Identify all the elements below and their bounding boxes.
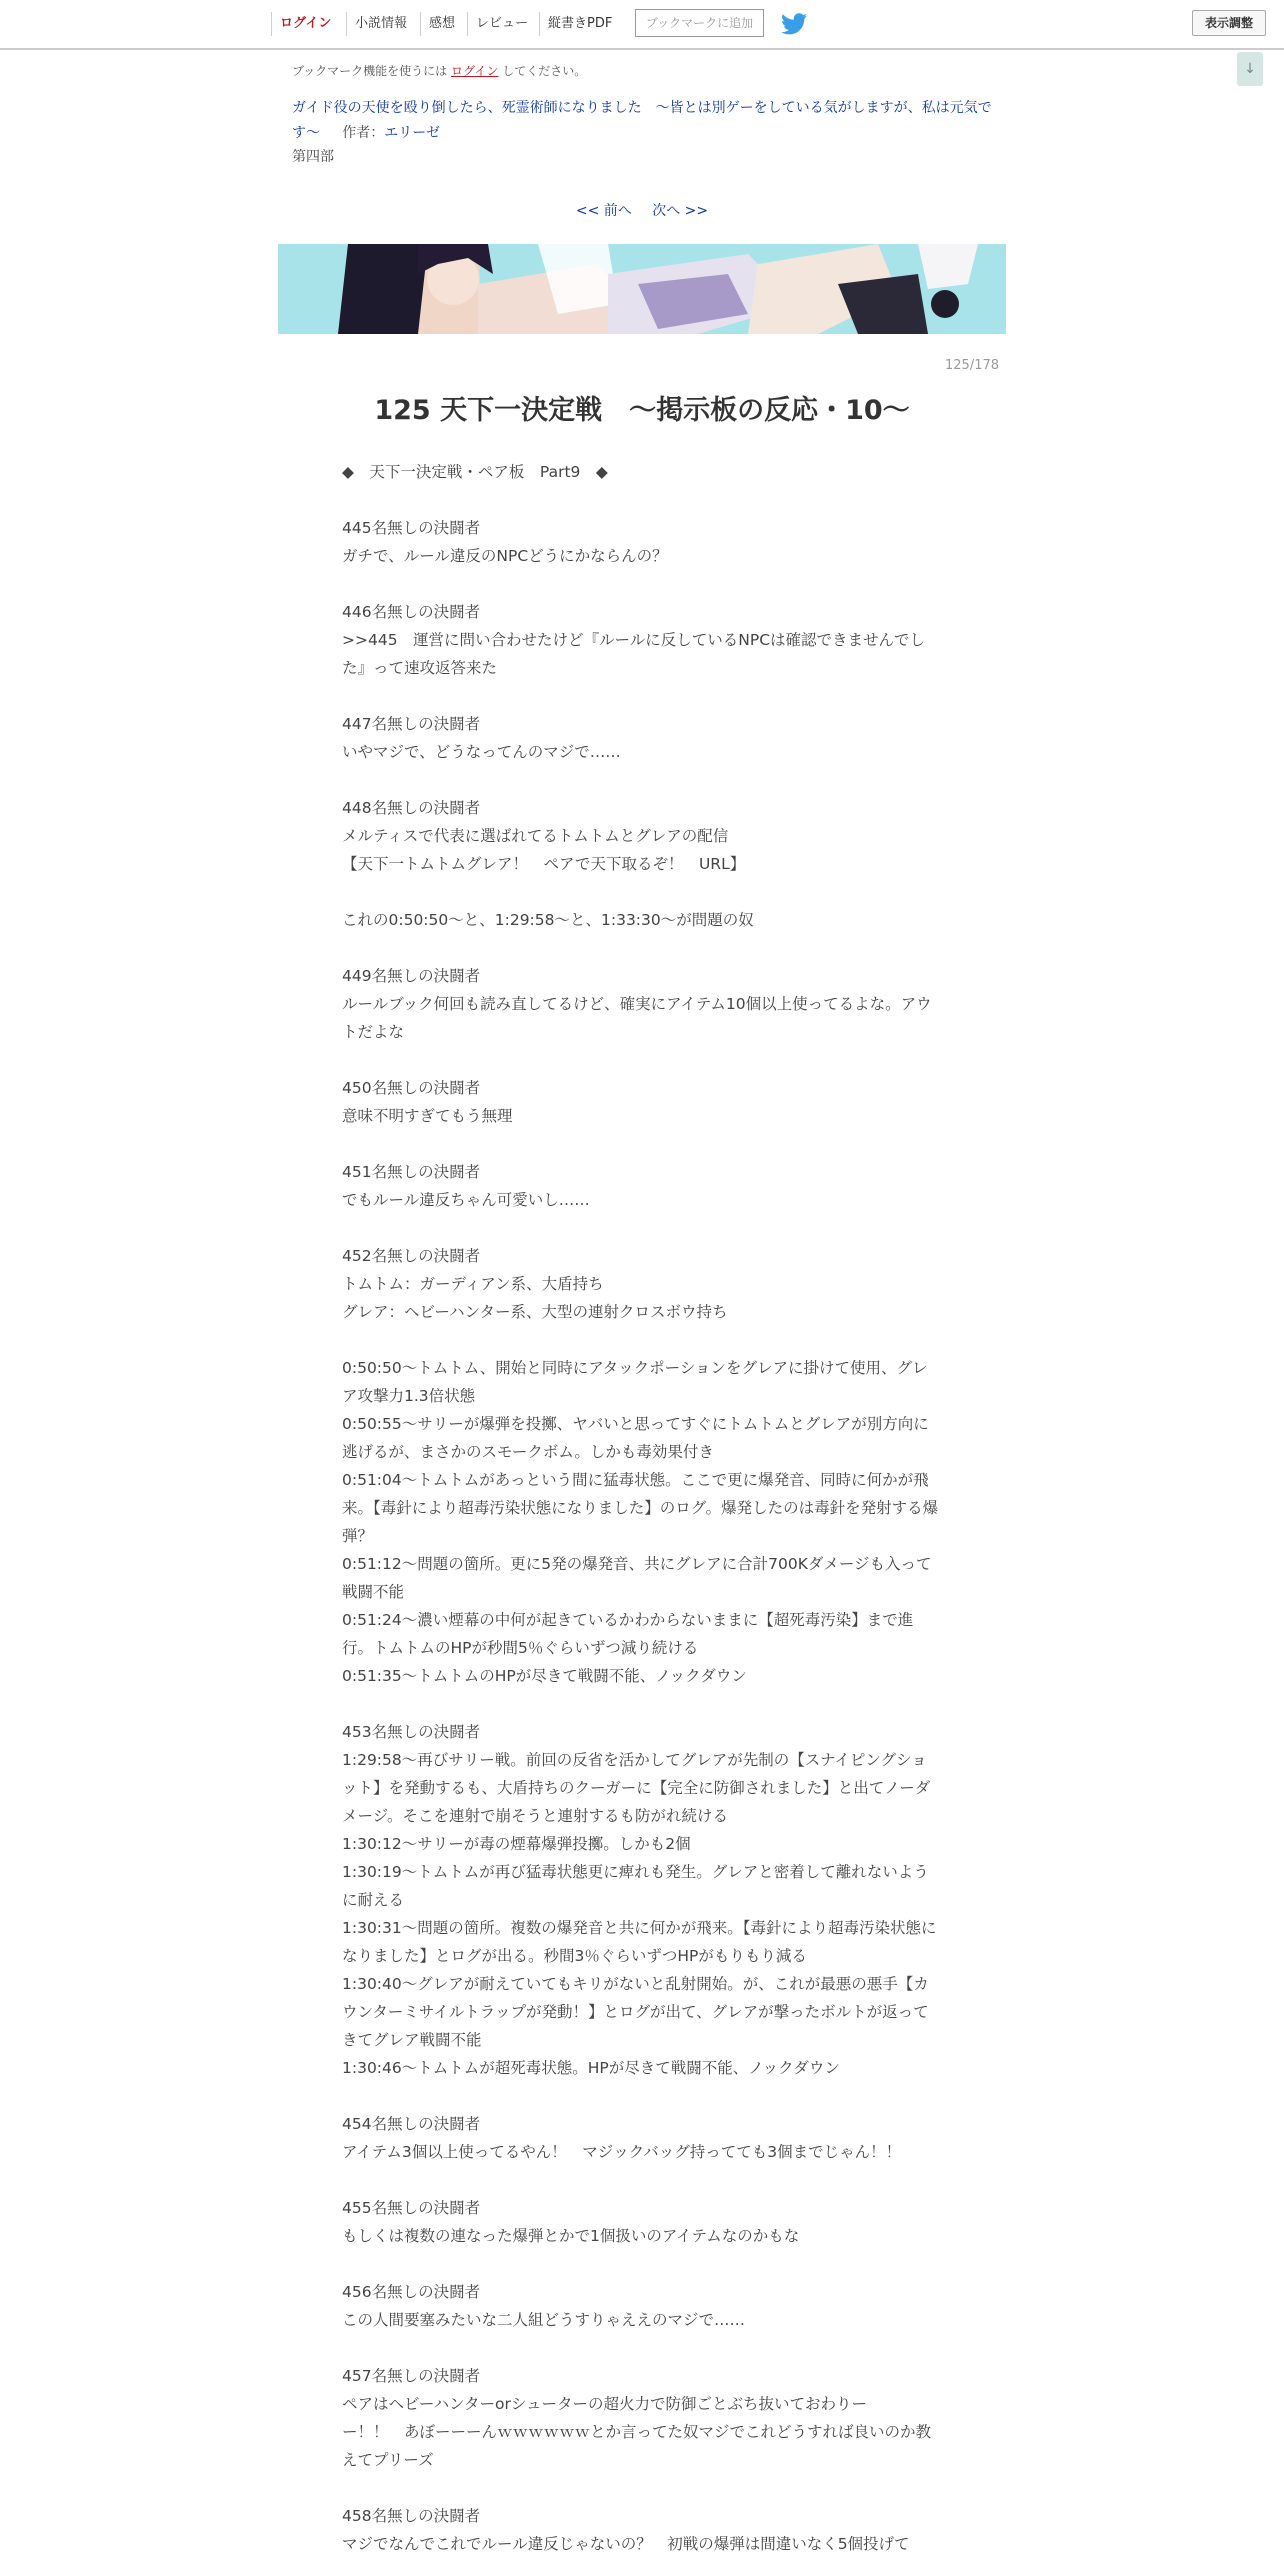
body-line: 1:30:31～問題の箇所。複数の爆発音と共に何かが飛来。【毒針により超毒汚染状態になりました】とログが出る。秒間3％ぐらいずつHPがもりもり減る (342, 1919, 937, 1965)
body-line: 456名無しの決闘者 (342, 2283, 481, 2301)
body-line: アイテム3個以上使ってるやん！ マジックバッグ持ってても3個までじゃん！！ (342, 2143, 902, 2161)
body-line (342, 1690, 942, 1718)
body-line (342, 682, 942, 710)
body-line: 0:51:12～問題の箇所。更に5発の爆発音、共にグレアに合計700Kダメージも入って戦闘不能 (342, 1555, 932, 1601)
bookmark-note-suffix: してください。 (498, 64, 587, 78)
body-line: 1:30:40～グレアが耐えていてもキリがないと乱射開始。が、これが最悪の悪手【カウンターミサイルトラップが発動！】とログが出て、グレアが撃ったボルトが返ってきてグレア戦闘不能 (342, 1975, 929, 2049)
bookmark-login-link[interactable]: ログイン (450, 64, 499, 78)
body-line: 1:30:19～トムトムが再び猛毒状態更に痺れも発生。グレアと密着して離れないように耐える (342, 1863, 929, 1909)
nav-vertical-pdf-link[interactable]: 縦書きPDF (539, 12, 620, 36)
advertisement-banner[interactable] (278, 244, 1006, 334)
body-line (342, 1326, 942, 1354)
nav-impressions-link[interactable]: 感想 (420, 12, 463, 36)
scroll-down-button[interactable]: ↓ (1237, 52, 1263, 86)
body-line (342, 1214, 942, 1242)
body-line (342, 766, 942, 794)
body-line: この人間要塞みたいな二人組どうすりゃええのマジで…… (342, 2311, 746, 2329)
body-line: 458名無しの決闘者 (342, 2507, 481, 2525)
body-line: 0:51:24～濃い煙幕の中何が起きているかわからないままに【超死毒汚染】まで進行。トムトムのHPが秒間5％ぐらいずつ減り続ける (342, 1611, 914, 1657)
episode-body (342, 458, 942, 2558)
next-episode-link[interactable]: 次へ >> (652, 203, 709, 219)
body-line: 【天下一トムトムグレア！ ペアで天下取るぞ！ URL】 (342, 855, 746, 873)
prev-episode-link[interactable]: << 前へ (575, 203, 632, 219)
body-line (342, 1046, 942, 1074)
body-line: メルティスで代表に選ばれてるトムトムとグレアの配信 (342, 827, 729, 845)
body-line: 451名無しの決闘者 (342, 1163, 481, 1181)
bookmark-login-notice (292, 62, 586, 79)
body-line (342, 570, 942, 598)
author-label: 作者： (342, 125, 385, 141)
body-line: 448名無しの決闘者 (342, 799, 481, 817)
nav-review-link[interactable]: レビュー (467, 12, 536, 36)
episode-number: 125/178 (945, 358, 1000, 373)
body-line (342, 1130, 942, 1158)
body-line: 453名無しの決闘者 (342, 1723, 481, 1741)
body-line: ◆ 天下一決定戦・ペア板 Part9 ◆ (342, 463, 608, 481)
nav-novel-info-link[interactable]: 小説情報 (346, 12, 415, 36)
novel-title-link[interactable]: ガイド役の天使を殴り倒したら、死霊術師になりました ～皆とは別ゲーをしている気がしますが、私は元気です～ (292, 100, 992, 141)
body-line (342, 2474, 942, 2502)
body-line: 0:51:35～トムトムのHPが尽きて戦闘不能、ノックダウン (342, 1667, 747, 1685)
body-line: 454名無しの決闘者 (342, 2115, 481, 2133)
body-line: これの0:50:50～と、1:29:58～と、1:33:30～が問題の奴 (342, 911, 754, 929)
body-line: でもルール違反ちゃん可愛いし…… (342, 1191, 590, 1209)
display-settings-button[interactable]: 表示調整 (1192, 10, 1266, 36)
body-line: 445名無しの決闘者 (342, 519, 481, 537)
body-line: トムトム：ガーディアン系、大盾持ち (342, 1275, 604, 1293)
body-line: 450名無しの決闘者 (342, 1079, 481, 1097)
body-line: >>445 運営に問い合わせたけど『ルールに反しているNPCは確認できませんでした』って速攻返答来た (342, 631, 926, 677)
twitter-icon[interactable] (781, 13, 807, 35)
episode-title: 125 天下一決定戦 ～掲示板の反応・10～ (374, 395, 910, 426)
body-line (342, 2166, 942, 2194)
body-line: ルールブック何回も読み直してるけど、確実にアイテム10個以上使ってるよな。アウトだよな (342, 995, 932, 1041)
body-line: 0:51:04～トムトムがあっという間に猛毒状態。ここで更に爆発音、同時に何かが飛来。【毒針により超毒汚染状態になりました】のログ。爆発したのは毒針を発射する爆弾？ (342, 1471, 939, 1545)
body-line: ガチで、ルール違反のNPCどうにかならんの？ (342, 547, 668, 565)
body-line (342, 2334, 942, 2362)
body-line: マジでなんでこれでルール違反じゃないの？ 初戦の爆弾は間違いなく5個投げて (342, 2535, 910, 2553)
body-line: 455名無しの決闘者 (342, 2199, 481, 2217)
body-line: 1:30:46～トムトムが超死毒状態。HPが尽きて戦闘不能、ノックダウン (342, 2059, 840, 2077)
body-line: ペアはヘビーハンターorシューターの超火力で防御ごとぶち抜いておわりー ー！！ あぼーーーんｗｗｗｗｗｗとか言ってた奴マジでこれどうすれば良いのか教えてプリーズ (342, 2395, 932, 2469)
episode-pager (0, 200, 1284, 220)
body-line: 0:50:55～サリーが爆弾を投擲、ヤバいと思ってすぐにトムトムとグレアが別方向に逃げるが、まさかのスモークボム。しかも毒効果付き (342, 1415, 929, 1461)
novel-title-block (292, 96, 992, 146)
body-line: もしくは複数の連なった爆弾とかで1個扱いのアイテムなのかもな (342, 2227, 800, 2245)
body-line (342, 934, 942, 962)
chapter-label: 第四部 (292, 149, 334, 165)
body-line: 1:29:58～再びサリー戦。前回の反省を活かしてグレアが先制の【スナイピングショット】を発動するも、大盾持ちのクーガーに【完全に防御されました】と出てノーダメージ。そこを連射で崩そうと連射するも防がれ続ける (342, 1751, 931, 1825)
body-line (342, 2250, 942, 2278)
body-line (342, 2082, 942, 2110)
body-line: いやマジで、どうなってんのマジで…… (342, 743, 621, 761)
body-line: 0:50:50～トムトム、開始と同時にアタックポーションをグレアに掛けて使用、グレア攻撃力1.3倍状態 (342, 1359, 928, 1405)
banner-illustration (278, 244, 1006, 334)
body-line: 446名無しの決闘者 (342, 603, 481, 621)
body-line: 1:30:12～サリーが毒の煙幕爆弾投擲。しかも2個 (342, 1835, 691, 1853)
body-line: 447名無しの決闘者 (342, 715, 481, 733)
body-line: グレア：ヘビーハンター系、大型の連射クロスボウ持ち (342, 1303, 728, 1321)
top-navigation-bar (0, 0, 1284, 50)
author-link[interactable]: エリーゼ (384, 125, 440, 141)
body-line: 452名無しの決闘者 (342, 1247, 481, 1265)
body-line: 449名無しの決闘者 (342, 967, 481, 985)
bookmark-note-prefix: ブックマーク機能を使うには (292, 64, 451, 78)
nav-login-link[interactable]: ログイン (271, 12, 339, 36)
add-bookmark-button[interactable]: ブックマークに追加 (635, 9, 764, 37)
body-line: 意味不明すぎてもう無理 (342, 1107, 513, 1125)
body-line (342, 878, 942, 906)
body-line (342, 486, 942, 514)
body-line: 457名無しの決闘者 (342, 2367, 481, 2385)
